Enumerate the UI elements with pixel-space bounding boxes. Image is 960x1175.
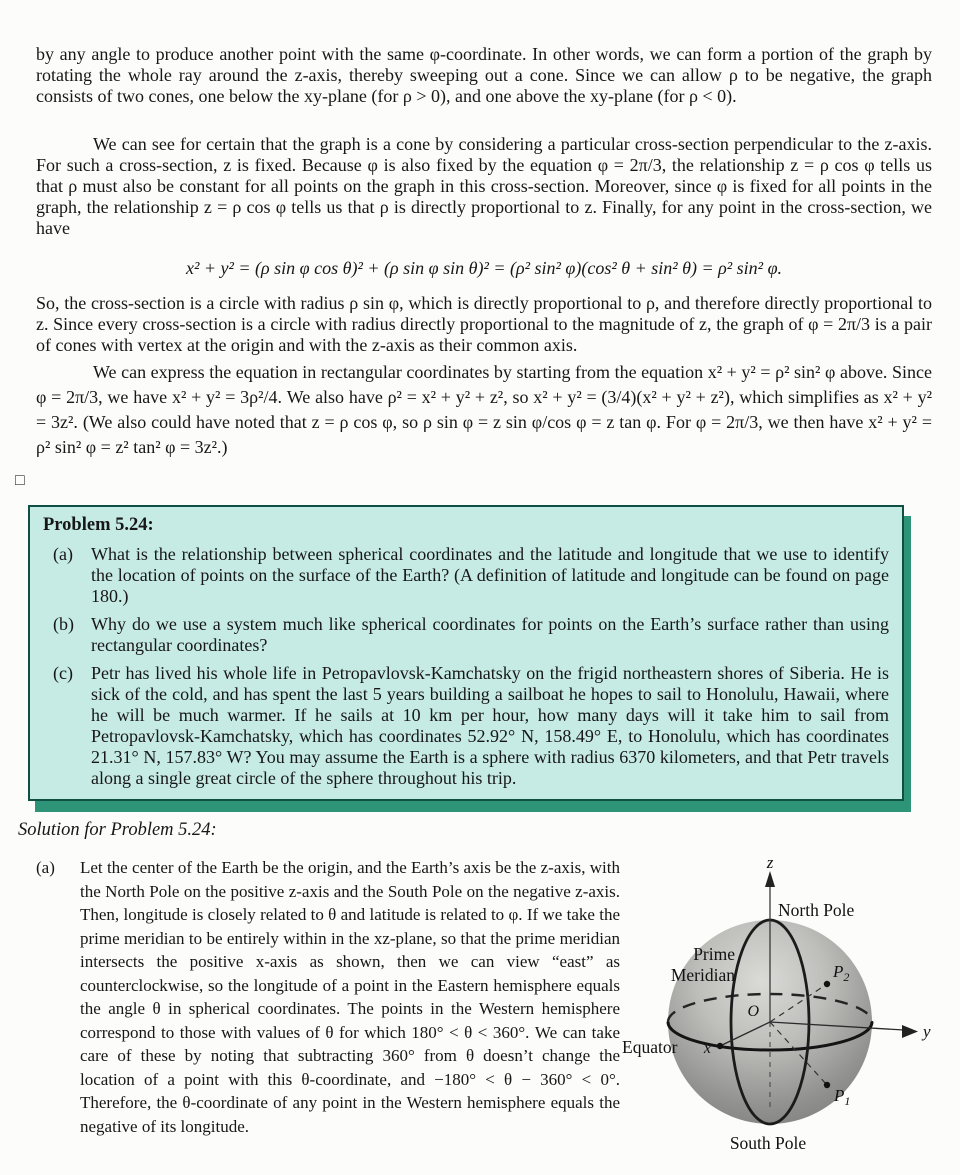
x-axis-label: x [703,1040,711,1057]
problem-part-c [51,663,889,789]
problem-part-b-text: Why do we use a system much like spherical coordinates for points on the Earth’s surface rather than using rectangular coordinates? [91,614,889,655]
south-pole-label: South Pole [729,1133,807,1153]
problem-part-b-label: (b) [53,614,74,634]
y-axis-label: y [923,1022,931,1041]
origin-label: O [747,1003,759,1020]
paragraph-circle-radius: So, the cross-section is a circle with radius ρ sin φ, which is directly proportional to ρ, and therefore directly proportional to z. Since every cross-section is a circle with radius directly proportional to the magnitude of z, the graph of φ = 2π/3 is a pair of cones with vertex at the origin and with the z-axis as their common axis. [36,293,932,355]
paragraph-rectangular: We can express the equation in rectangular coordinates by starting from the equation x² + y² = ρ² sin² φ above. Since φ = 2π/3, we have x² + y² = 3ρ²/4. We also have ρ² = x² + y² + z², so x² + y² = (3/4)(x² + y² + z²), which simplifies as x² + y² = 3z². (We also could have noted that z = ρ cos φ, so ρ sin φ = z sin φ/cos φ = z tan φ. For φ = 2π/3, we then have x² + y² = ρ² sin² φ = z² tan² φ = 3z².) [36,362,932,457]
problem-part-c-label: (c) [53,663,73,683]
solution-part-a-text: Let the center of the Earth be the origin, and the Earth’s axis be the z-axis, with the North Pole on the positive z-axis and the South Pole on the negative z-axis. Then, longitude is closely related to θ and latitude is related to φ. If we take the prime meridian to be entirely within in the xz-plane, so that the prime meridian intersects the positive x-axis as shown, then we can view “east” as counterclockwise, so the longitude of a point in the Eastern hemisphere equals the angle θ in spherical coordinates. The points in the Western hemisphere correspond to those with values of θ for which 180° < θ < 360°. We can take care of these by noting that subtracting 360° from θ doesn’t change the location of a point with this θ-coordinate, and −180° < θ − 360° < 0°. Therefore, the θ-coordinate of any point in the Western hemisphere equals the negative of its longitude. [80,858,620,1136]
paragraph-cones: by any angle to produce another point with the same φ-coordinate. In other words, we can form a portion of the graph by rotating the whole ray around the z-axis, thereby sweeping out a cone. Since we can allow ρ to be negative, the graph consists of two cones, one below the xy-plane (for ρ > 0), and one above the xy-plane (for ρ < 0). [36,44,932,106]
problem-part-c-text: Petr has lived his whole life in Petropavlovsk-Kamchatsky on the frigid northeastern shores of Siberia. He is sick of the cold, and has spent the last 5 years building a sailboat he hopes to sail to Honolulu, Hawaii, where he will be much warmer. If he sails at 10 km per hour, how many days will it take him to sail from Petropavlovsk-Kamchatsky, which has coordinates 52.92° N, 158.49° E, to Honolulu, which has coordinates 21.31° N, 157.83° W? You may assume the Earth is a sphere with radius 6370 kilometers, and that Petr travels along a single great circle of the sphere throughout his trip. [91,663,889,788]
z-axis-arrowhead [765,871,775,887]
y-axis-arrowhead [902,1025,918,1038]
problem-part-a [51,544,889,607]
x-axis-point [717,1043,723,1049]
p2-label-base: P [833,962,844,981]
point-p1 [824,1082,830,1088]
problem-part-a-text: What is the relationship between spherical coordinates and the latitude and longitude that we use to identify the location of points on the surface of the Earth? (A definition of latitude and longitude can be found on page 180.) [91,544,889,606]
prime-meridian-label-line2: Meridian [670,965,735,985]
point-p2 [824,981,830,987]
solution-heading: Solution for Problem 5.24: [18,820,217,840]
solution-part-a-label: (a) [36,858,55,877]
solution-part-a [36,856,620,1138]
sphere-diagram [606,856,956,1172]
paragraph-cross-section: We can see for certain that the graph is a cone by considering a particular cross-section perpendicular to the z-axis. For such a cross-section, z is fixed. Because φ is also fixed by the equation φ = 2π/3, the relationship z = ρ cos φ tells us that ρ must also be constant for all points on the graph in this cross-section. Moreover, since φ is fixed for all points in the graph, the relationship z = ρ cos φ tells us that ρ is directly proportional to z. Finally, for any point in the cross-section, we have [36,134,932,238]
p1-label-base: P [834,1086,845,1105]
sphere-figure [606,856,956,1172]
display-equation: x² + y² = (ρ sin φ cos θ)² + (ρ sin φ sin θ)² = (ρ² sin² φ)(cos² θ + sin² θ) = ρ² sin² φ. [185,258,783,278]
solution-block [36,856,620,1138]
prime-meridian-label-line1: Prime [693,944,735,964]
problem-part-b [51,614,889,656]
problem-box [28,505,904,801]
p1-label-subscript: 1 [844,1094,851,1108]
equator-label: Equator [622,1037,678,1057]
z-axis-label: z [766,856,774,872]
p1-label [833,1086,850,1108]
north-pole-label: North Pole [778,900,855,920]
end-of-solution-marker: □ [15,472,25,489]
problem-part-a-label: (a) [53,544,73,564]
p2-label-subscript: 2 [843,970,850,984]
problem-title: Problem 5.24: [43,515,154,535]
